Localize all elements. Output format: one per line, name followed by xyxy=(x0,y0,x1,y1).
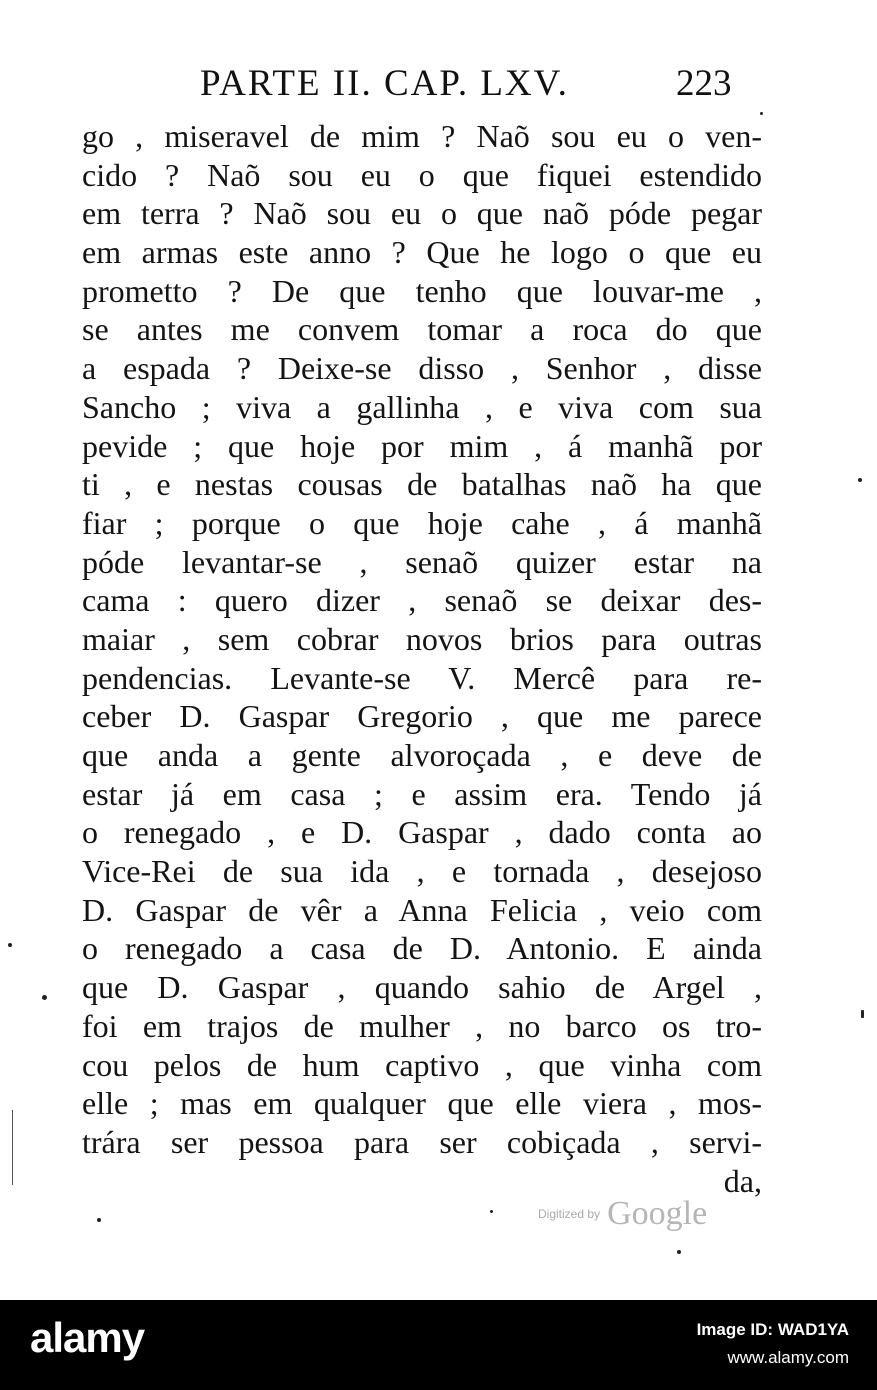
text-line: ceber D. Gaspar Gregorio , que me parece xyxy=(82,698,762,735)
text-line: go , miseravel de mim ? Naõ sou eu o ven- xyxy=(82,118,762,154)
footer-url: www.alamy.com xyxy=(727,1348,849,1367)
google-logo: Google xyxy=(607,1195,708,1232)
scan-speck xyxy=(490,1210,493,1213)
text-line: maiar , sem cobrar novos brios para outras xyxy=(82,620,762,657)
scan-speck xyxy=(8,943,12,947)
stock-footer-bar xyxy=(0,1300,877,1390)
page-header xyxy=(200,62,760,102)
text-line: o renegado , e D. Gaspar , dado conta ao xyxy=(82,814,762,851)
digitized-by-watermark xyxy=(538,1195,728,1235)
text-line: cama : quero dizer , senaõ se deixar des- xyxy=(82,582,762,619)
alamy-logo: alamy xyxy=(30,1314,145,1361)
text-line: em terra ? Naõ sou eu o que naõ póde pegar xyxy=(82,195,762,232)
text-line: cou pelos de hum captivo , que vinha com xyxy=(82,1046,762,1083)
text-line: foi em trajos de mulher , no barco os tro- xyxy=(82,1007,762,1044)
text-line: D. Gaspar de vêr a Anna Felicia , veio com xyxy=(82,891,762,928)
scan-speck xyxy=(97,1218,101,1222)
running-head: PARTE II. CAP. LXV. xyxy=(200,63,569,104)
scan-speck xyxy=(861,1010,864,1018)
footer-info xyxy=(697,1320,849,1368)
text-line: pendencias. Levante-se V. Mercê para re- xyxy=(82,659,762,696)
text-line: elle ; mas em qualquer que elle viera , mos- xyxy=(82,1085,762,1122)
text-line: prometto ? De que tenho que louvar-me , xyxy=(82,272,762,309)
text-line: que D. Gaspar , quando sahio de Argel , xyxy=(82,969,762,1006)
text-line: pevide ; que hoje por mim , á manhã por xyxy=(82,427,762,464)
text-line: trára ser pessoa para ser cobiçada , servi- xyxy=(82,1123,762,1160)
margin-mark xyxy=(12,1110,13,1185)
text-line: póde levantar-se , senaõ quizer estar na xyxy=(82,543,762,580)
text-line: cido ? Naõ sou eu o que fiquei estendido xyxy=(82,156,762,193)
text-line: Sancho ; viva a gallinha , e viva com sua xyxy=(82,388,762,425)
scan-speck xyxy=(858,478,862,482)
image-id-label: Image ID: WAD1YA xyxy=(696,1320,849,1339)
text-line: fiar ; porque o que hoje cahe , á manhã xyxy=(82,504,762,541)
text-line: o renegado a casa de D. Antonio. E ainda xyxy=(82,930,762,967)
text-line: que anda a gente alvoroçada , e deve de xyxy=(82,737,762,773)
catchword: da, xyxy=(723,1162,762,1199)
text-line: Vice-Rei de sua ida , e tornada , desejoso xyxy=(82,853,762,890)
text-line: estar já em casa ; e assim era. Tendo já xyxy=(82,775,762,812)
text-line: a espada ? Deixe-se disso , Senhor , disse xyxy=(82,350,762,387)
scan-speck xyxy=(677,1250,681,1254)
text-line: em armas este anno ? Que he logo o que eu xyxy=(82,234,762,271)
scan-speck xyxy=(760,112,763,115)
text-line: ti , e nestas cousas de batalhas naõ ha que xyxy=(82,466,762,503)
digitized-label: Digitized by xyxy=(538,1207,601,1221)
text-line: se antes me convem tomar a roca do que xyxy=(82,311,762,348)
scan-speck xyxy=(42,995,47,1000)
body-text xyxy=(82,117,762,1200)
page-number: 223 xyxy=(676,63,732,104)
